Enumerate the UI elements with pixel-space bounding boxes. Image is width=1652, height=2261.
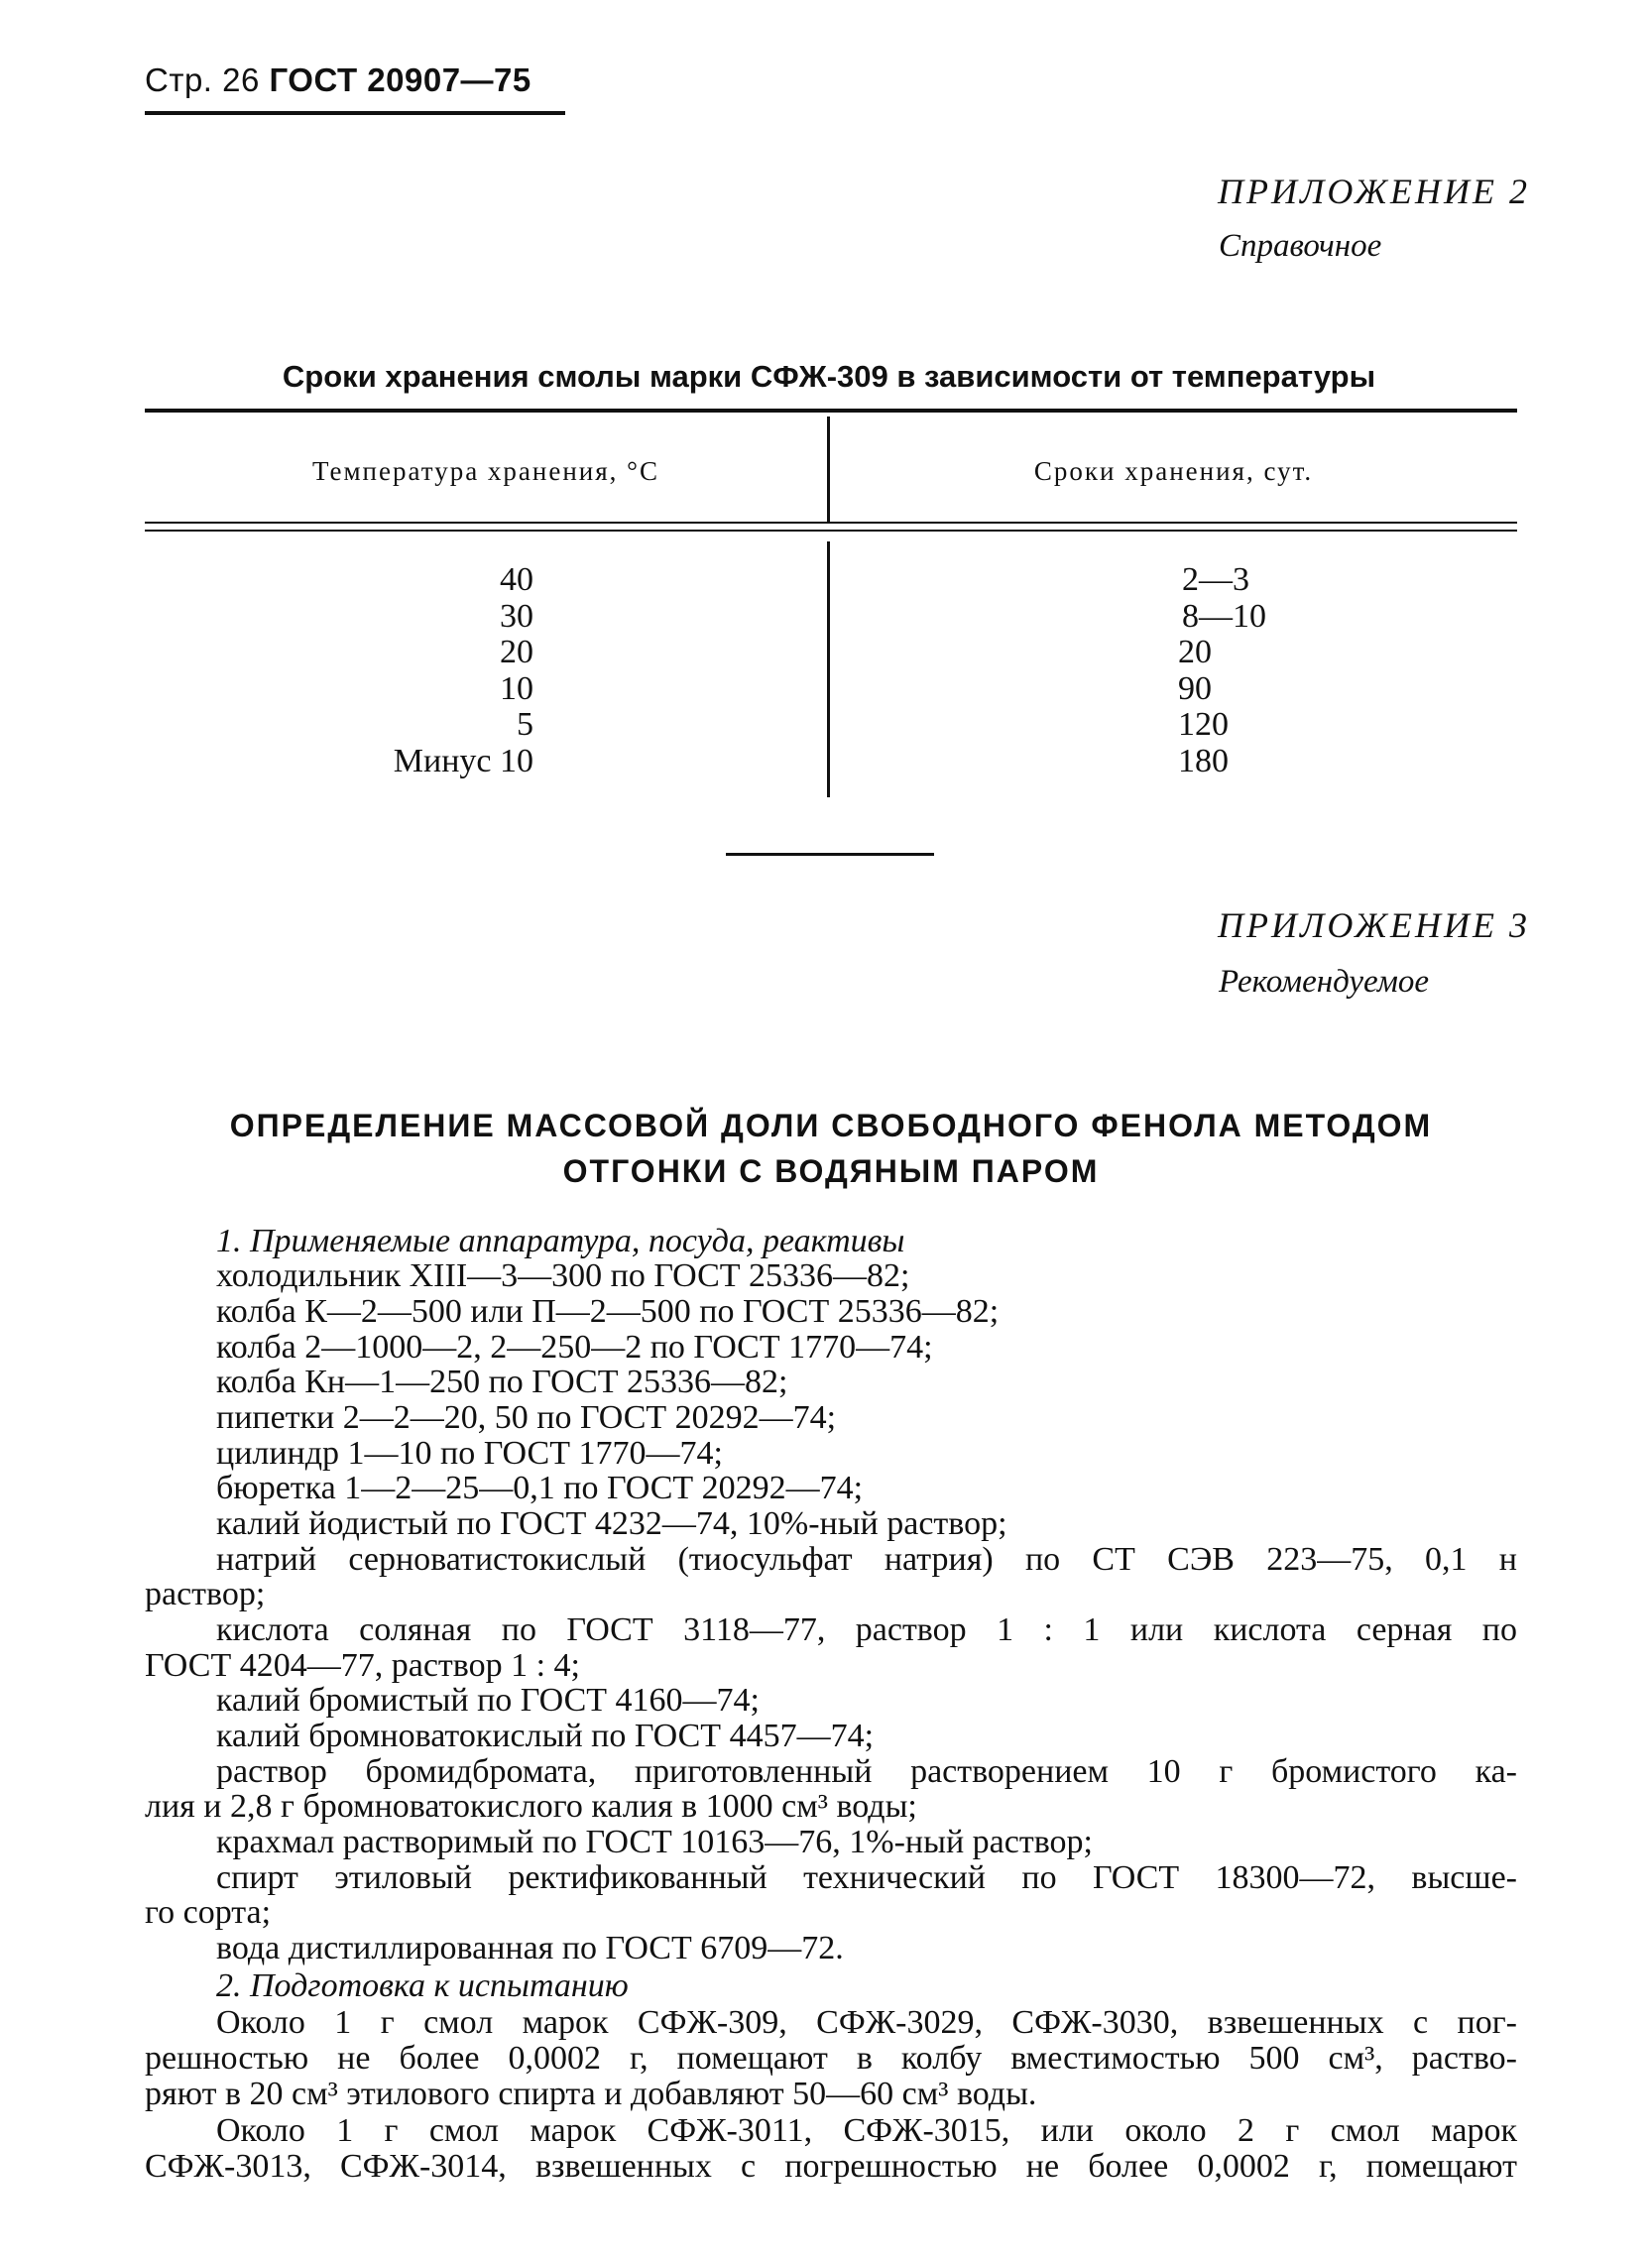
table-cell: 8—10 <box>1182 597 1266 635</box>
temperature-column <box>177 562 533 779</box>
appendix-3-type: Рекомендуемое <box>1219 964 1430 1000</box>
standard-number: ГОСТ 20907—75 <box>269 61 531 98</box>
table-header-rule-upper <box>145 522 1517 524</box>
table-body-divider <box>827 541 830 797</box>
storage-days-column <box>1178 562 1297 779</box>
page-number: Стр. 26 <box>145 61 260 98</box>
text-line: ряют в 20 см³ этилового спирта и добавляют 50—60 см³ воды. <box>145 2076 1037 2112</box>
item-2-heading: 2. Подготовка к испытанию <box>216 1967 629 2004</box>
text-line: пипетки 2—2—20, 50 по ГОСТ 20292—74; <box>216 1399 837 1436</box>
table-cell: Минус 10 <box>393 742 533 779</box>
header-rule <box>145 111 565 115</box>
column-header-storage-days: Сроки хранения, сут. <box>1033 456 1314 486</box>
section-separator <box>726 853 934 856</box>
page-header <box>145 61 531 99</box>
table-cell: 90 <box>1178 669 1212 707</box>
table-cell: 20 <box>500 634 533 670</box>
text-line: го сорта; <box>145 1894 272 1931</box>
column-header-temperature: Температура хранения, °С <box>312 456 659 486</box>
table-header-rule-lower <box>145 530 1517 532</box>
table-cell: 120 <box>1178 706 1229 743</box>
text-line: Около 1 г смол марок СФЖ-3011, СФЖ-3015, или около 2 г смол марок <box>216 2112 1517 2149</box>
text-line: решностью не более 0,0002 г, помещают в колбу вместимостью 500 см³, раство- <box>145 2040 1517 2077</box>
section-title-line-1: ОПРЕДЕЛЕНИЕ МАССОВОЙ ДОЛИ СВОБОДНОГО ФЕНОЛА МЕТОДОМ <box>229 1108 1433 1143</box>
text-line: вода дистиллированная по ГОСТ 6709—72. <box>216 1930 844 1966</box>
text-line: калий бромистый по ГОСТ 4160—74; <box>216 1682 760 1719</box>
text-line: ГОСТ 4204—77, раствор 1 : 4; <box>145 1647 580 1684</box>
text-line: колба К—2—500 или П—2—500 по ГОСТ 25336—82; <box>216 1293 1000 1330</box>
text-line: холодильник ХIII—3—300 по ГОСТ 25336—82; <box>216 1257 910 1294</box>
table-cell: 10 <box>500 669 533 707</box>
text-line: цилиндр 1—10 по ГОСТ 1770—74; <box>216 1435 723 1472</box>
text-line: спирт этиловый ректификованный технический по ГОСТ 18300—72, высше- <box>216 1859 1517 1896</box>
text-line: колба Кн—1—250 по ГОСТ 25336—82; <box>216 1364 788 1400</box>
table-cell: 30 <box>500 597 533 635</box>
table-cell: 20 <box>1178 634 1212 670</box>
text-line: колба 2—1000—2, 2—250—2 по ГОСТ 1770—74; <box>216 1329 933 1366</box>
appendix-2-title: ПРИЛОЖЕНИЕ 2 <box>1218 172 1530 211</box>
text-line: бюретка 1—2—25—0,1 по ГОСТ 20292—74; <box>216 1470 864 1506</box>
table-cell: 2—3 <box>1182 561 1249 598</box>
table-cell: 40 <box>500 561 533 598</box>
text-line: крахмал растворимый по ГОСТ 10163—76, 1%-ный раствор; <box>216 1824 1093 1860</box>
section-title-line-2: ОТГОНКИ С ВОДЯНЫМ ПАРОМ <box>562 1153 1100 1189</box>
text-line: лия и 2,8 г бромноватокислого калия в 1000 см³ воды; <box>145 1788 917 1825</box>
text-line: калий йодистый по ГОСТ 4232—74, 10%-ный раствор; <box>216 1505 1007 1542</box>
table-top-rule <box>145 409 1517 413</box>
text-line: раствор бромидбромата, приготовленный растворением 10 г бромистого ка- <box>216 1753 1517 1790</box>
text-line: раствор; <box>145 1576 266 1612</box>
appendix-3-title: ПРИЛОЖЕНИЕ 3 <box>1218 905 1530 945</box>
table-cell: 180 <box>1178 742 1229 779</box>
appendix-2-type: Справочное <box>1219 228 1382 264</box>
item-1-heading: 1. Применяемые аппаратура, посуда, реактивы <box>216 1223 905 1259</box>
text-line: СФЖ-3013, СФЖ-3014, взвешенных с погрешностью не более 0,0002 г, помещают <box>145 2148 1517 2185</box>
table-cell: 5 <box>517 706 533 743</box>
text-line: натрий серноватистокислый (тиосульфат натрия) по СТ СЭВ 223—75, 0,1 н <box>216 1541 1517 1578</box>
text-line: калий бромноватокислый по ГОСТ 4457—74; <box>216 1718 875 1754</box>
text-line: Около 1 г смол марок СФЖ-309, СФЖ-3029, СФЖ-3030, взвешенных с пог- <box>216 2004 1517 2041</box>
table-caption: Сроки хранения смолы марки СФЖ-309 в зависимости от температуры <box>282 359 1376 394</box>
text-line: кислота соляная по ГОСТ 3118—77, раствор 1 : 1 или кислота серная по <box>216 1611 1517 1648</box>
